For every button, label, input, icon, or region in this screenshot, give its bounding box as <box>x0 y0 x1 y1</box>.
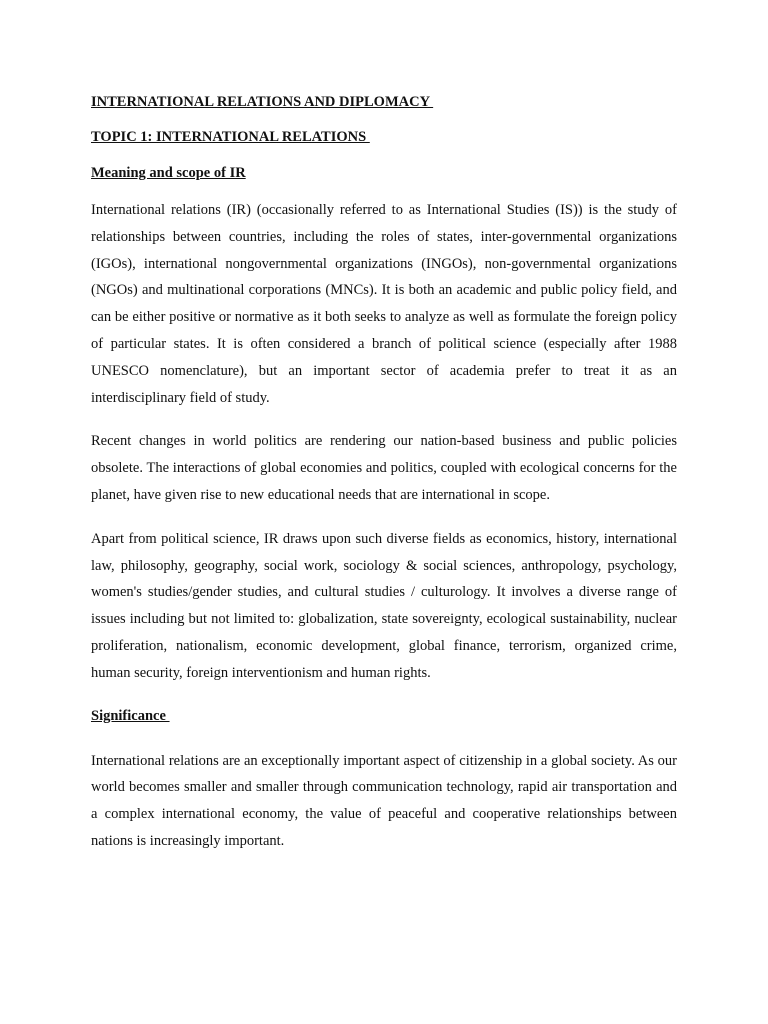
topic-heading: TOPIC 1: INTERNATIONAL RELATIONS <box>91 129 370 145</box>
section-heading-meaning: Meaning and scope of IR <box>91 165 246 181</box>
paragraph-diverse-fields: Apart from political science, IR draws upon such diverse fields as economics, history, international law, philosophy, geography, social work, sociology & social sciences, anthropology, psychology, women's studies/gender studies, and cultural studies / culturology. It involves a diverse range of issues including but not limited to: globalization, state sovereignty, ecological sustainability, nuclear proliferation, nationalism, economic development, global finance, terrorism, organized crime, human security, foreign interventionism and human rights. <box>91 530 677 681</box>
document-page <box>91 92 677 855</box>
paragraph-significance: International relations are an exceptionally important aspect of citizenship in a global society. As our world becomes smaller and smaller through communication technology, rapid air transportation and a complex international economy, the value of peaceful and cooperative relationships between nations is increasingly important. <box>91 752 677 849</box>
section-heading-significance: Significance <box>91 707 170 724</box>
paragraph-world-politics: Recent changes in world politics are rendering our nation-based business and public policies obsolete. The interactions of global economies and politics, coupled with ecological concerns for the planet, have given rise to new educational needs that are international in scope. <box>91 433 677 503</box>
paragraph-ir-definition: International relations (IR) (occasionally referred to as International Studies (IS)) is the study of relationships between countries, including the roles of states, inter-governmental organizations (IGOs), international nongovernmental organizations (INGOs), non-governmental organizations (NGOs) and multinational corporations (MNCs). It is both an academic and public policy field, and can be either positive or normative as it both seeks to analyze as well as formulate the foreign policy of particular states. It is often considered a branch of political science (especially after 1988 UNESCO nomenclature), but an important sector of academia prefer to treat it as an interdisciplinary field of study. <box>91 202 677 406</box>
document-title: INTERNATIONAL RELATIONS AND DIPLOMACY <box>91 94 434 110</box>
